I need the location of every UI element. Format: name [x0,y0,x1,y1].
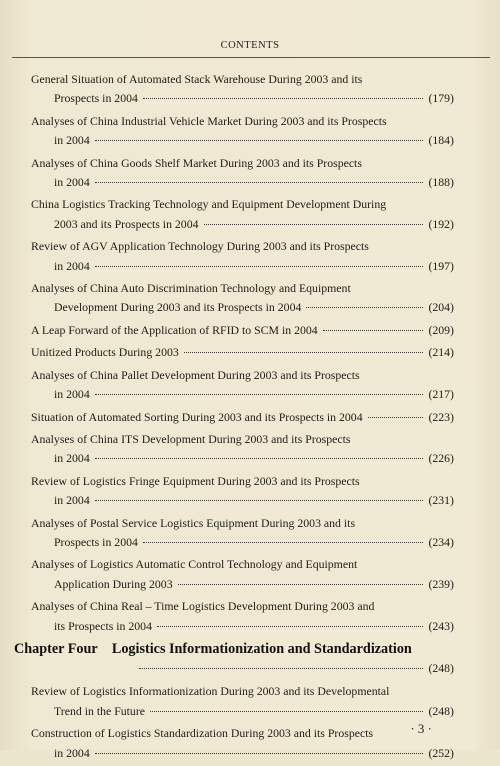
dot-leader [143,542,424,543]
dot-leader [95,266,424,267]
toc-page-number: (197) [428,258,454,273]
toc-page-number: (184) [428,133,454,148]
page-number: · 3 · [410,721,432,736]
toc-page-number: (243) [428,618,454,633]
toc-entry-title: Analyses of China Pallet Development During 2003 and its Prospects [31,367,360,382]
toc-entry-title-cont: Development During 2003 and its Prospects in 2004 [54,300,302,315]
toc-entry-title-cont: in 2004 [54,493,90,508]
toc-page-number: (188) [428,175,454,190]
chapter-title: Chapter Four Logistics Informationization and Standardization [14,640,412,657]
dot-leader [95,394,424,395]
toc-entry[interactable] [14,682,454,721]
toc-page-number: (248) [428,703,454,718]
toc-entry[interactable] [14,472,454,511]
toc-entry[interactable] [14,321,454,340]
toc-page-number: (252) [428,745,454,760]
toc-entry-title: Situation of Automated Sorting During 2003 and its Prospects in 2004 [31,409,363,424]
toc-entry[interactable] [14,555,454,594]
toc-entry-title-cont: Prospects in 2004 [54,534,138,549]
toc-entry-title-cont: its Prospects in 2004 [54,618,152,633]
chapter-heading[interactable] [14,639,454,678]
toc-entry[interactable] [14,514,454,553]
toc-entry-title: A Leap Forward of the Application of RFID to SCM in 2004 [31,322,318,337]
toc-page-number: (209) [428,322,454,337]
header-rule [12,57,490,58]
toc-page-number: (214) [428,345,454,360]
toc-entry-title-cont: Application During 2003 [54,576,173,591]
dot-leader [150,711,423,712]
dot-leader [368,417,424,418]
toc-entry-title: Analyses of Logistics Automatic Control Technology and Equipment [31,557,358,572]
toc-page-number: (192) [428,216,454,231]
toc-page-number: (223) [428,409,454,424]
dot-leader [306,307,423,308]
dot-leader [204,224,424,225]
toc-entry-title: Review of AGV Application Technology During 2003 and its Prospects [31,239,369,254]
toc-entry-title: Review of Logistics Informationization During 2003 and its Developmental [31,684,390,699]
table-of-contents [14,70,454,766]
toc-entry-title-cont: in 2004 [54,387,90,402]
dot-leader [143,98,424,99]
toc-entry-title: China Logistics Tracking Technology and Equipment Development During [31,197,387,212]
toc-page-number: (204) [428,300,454,315]
toc-entry[interactable] [14,154,454,193]
dot-leader [95,500,424,501]
toc-entry[interactable] [14,408,454,427]
toc-entry-title-cont: Trend in the Future [54,703,145,718]
toc-entry[interactable] [14,597,454,636]
dot-leader [95,182,424,183]
toc-entry-title-cont: 2003 and its Prospects in 2004 [54,216,199,231]
toc-entry[interactable] [14,237,454,276]
running-header: CONTENTS [220,40,280,51]
toc-page-number: (179) [428,91,454,106]
toc-entry[interactable] [14,279,454,318]
toc-entry-title: Analyses of Postal Service Logistics Equipment During 2003 and its [31,515,356,530]
toc-entry[interactable] [14,430,454,469]
toc-page-number: (248) [428,660,454,675]
toc-entry-title: Construction of Logistics Standardization During 2003 and its Prospects [31,726,374,741]
toc-entry[interactable] [14,195,454,234]
toc-entry-title: Unitized Products During 2003 [31,345,179,360]
dot-leader [184,352,424,353]
toc-entry-title: Analyses of China Goods Shelf Market During 2003 and its Prospects [31,155,362,170]
toc-entry-title: Analyses of China Auto Discrimination Technology and Equipment [31,281,351,296]
toc-entry-title-cont: in 2004 [54,451,90,466]
toc-entry-title: Review of Logistics Fringe Equipment During 2003 and its Prospects [31,473,360,488]
toc-entry-title-cont: in 2004 [54,258,90,273]
toc-page-number: (226) [428,451,454,466]
toc-entry-title-cont: in 2004 [54,133,90,148]
toc-entry-title-cont: in 2004 [54,175,90,190]
toc-entry[interactable] [14,112,454,151]
toc-entry[interactable] [14,366,454,405]
toc-entry[interactable] [14,343,454,362]
dot-leader [178,584,424,585]
toc-entry-title: Analyses of China Industrial Vehicle Market During 2003 and its Prospects [31,113,387,128]
dot-leader [139,668,423,669]
dot-leader [157,626,423,627]
dot-leader [95,458,424,459]
toc-entry[interactable] [14,724,454,763]
toc-entry-title-cont: Prospects in 2004 [54,91,138,106]
toc-entry-title-cont: in 2004 [54,745,90,760]
toc-page-number: (234) [428,534,454,549]
toc-page-number: (231) [428,493,454,508]
toc-page-number: (217) [428,387,454,402]
toc-entry[interactable] [14,70,454,109]
toc-page-number: (239) [428,576,454,591]
dot-leader [323,330,424,331]
toc-entry-title: Analyses of China ITS Development During 2003 and its Prospects [31,431,351,446]
toc-entry-title: Analyses of China Real – Time Logistics Development During 2003 and [31,599,375,614]
toc-entry-title: General Situation of Automated Stack Warehouse During 2003 and its [31,72,363,86]
dot-leader [95,140,424,141]
dot-leader [95,753,424,754]
